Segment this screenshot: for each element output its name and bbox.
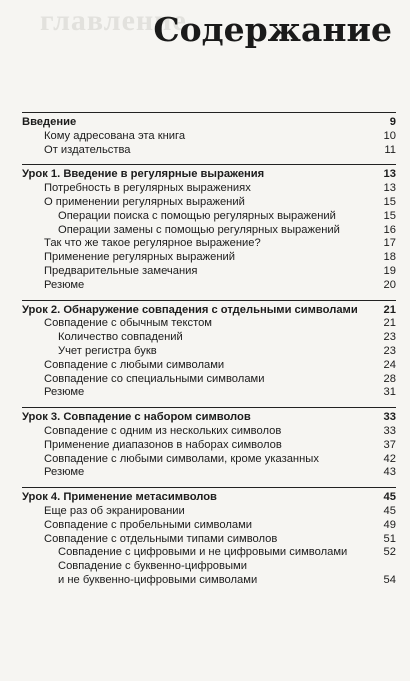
toc-entry-text: Операции поиска с помощью регулярных выражений (58, 209, 336, 222)
toc-entry-page: 13 (383, 182, 396, 195)
toc-entry-page: 23 (383, 344, 396, 357)
toc-entry-text: О применении регулярных выражений (44, 195, 245, 208)
toc-entry-page: 11 (384, 143, 396, 156)
toc-entry-text: Совпадение с любыми символами, кроме указанных (44, 452, 319, 465)
toc-entry-page: 9 (389, 116, 396, 128)
toc-entry-page: 28 (383, 372, 396, 385)
toc-entry-text: Совпадение с одним из нескольких символов (44, 424, 282, 437)
toc-entry (22, 345, 396, 359)
toc-entry-text: Совпадение с обычным текстом (44, 317, 212, 330)
toc-entry (22, 359, 396, 373)
toc-entry-page: 16 (383, 223, 396, 236)
toc-entry-page: 18 (383, 251, 396, 264)
toc-entry (22, 331, 396, 345)
toc-section (22, 487, 396, 588)
toc-entry-text: Урок 3. Совпадение с набором символов (22, 411, 251, 424)
toc-entry-text: Совпадение с цифровыми и не цифровыми символами (58, 546, 348, 559)
toc-entry-text: Резюме (44, 278, 85, 291)
toc-entry-text: Совпадение с отдельными типами символов (44, 532, 278, 545)
toc-entry (22, 168, 396, 182)
toc-entry-text: Совпадение с буквенно-цифровыми (58, 560, 247, 573)
toc-entry-page: 17 (383, 237, 396, 250)
toc-entry-text: и не буквенно-цифровыми символами (58, 573, 258, 586)
toc-entry-text: Урок 4. Применение метасимволов (22, 491, 217, 504)
toc-entry (22, 182, 396, 196)
table-of-contents (22, 112, 396, 595)
toc-entry (22, 251, 396, 265)
toc-section (22, 164, 396, 292)
toc-entry-page: 21 (383, 317, 396, 330)
toc-section (22, 112, 396, 157)
toc-entry-text: От издательства (44, 143, 131, 156)
toc-entry (22, 491, 396, 505)
toc-entry-page: 33 (383, 424, 396, 437)
toc-entry-page: 31 (383, 386, 396, 399)
toc-entry (22, 439, 396, 453)
toc-entry-page: 45 (383, 491, 396, 504)
toc-entry (22, 144, 396, 158)
toc-entry (22, 373, 396, 387)
toc-entry-page: 33 (383, 411, 396, 424)
toc-entry-text: Операции замены с помощью регулярных выражений (58, 223, 340, 236)
toc-entry-page: 52 (383, 546, 396, 559)
toc-entry-text: Совпадение со специальными символами (44, 372, 265, 385)
toc-entry (22, 265, 396, 279)
toc-entry (22, 116, 396, 130)
bleed-through-title: главление (40, 4, 187, 37)
toc-entry-text: Учет регистра букв (58, 344, 157, 357)
toc-entry (22, 196, 396, 210)
toc-entry (22, 519, 396, 533)
toc-entry (22, 279, 396, 293)
toc-entry-page: 15 (383, 209, 396, 222)
toc-entry-page: 21 (383, 303, 396, 316)
toc-entry (22, 505, 396, 519)
toc-entry-text: Так что же такое регулярное выражение? (44, 237, 261, 250)
toc-entry (22, 210, 396, 224)
toc-section (22, 407, 396, 480)
toc-entry (22, 546, 396, 560)
toc-entry-text: Применение диапазонов в наборах символов (44, 438, 282, 451)
toc-entry-text: Совпадение с любыми символами (44, 358, 225, 371)
toc-entry (22, 317, 396, 331)
toc-entry-text: Потребность в регулярных выражениях (44, 182, 251, 195)
toc-entry (22, 224, 396, 238)
toc-entry-text: Применение регулярных выражений (44, 251, 235, 264)
toc-entry-text: Резюме (44, 386, 85, 399)
toc-entry-page: 10 (383, 129, 396, 142)
toc-entry-page: 13 (383, 168, 396, 181)
toc-entry-page: 43 (383, 466, 396, 479)
toc-entry (22, 237, 396, 251)
toc-entry (22, 386, 396, 400)
toc-entry (22, 466, 396, 480)
toc-entry-page: 19 (383, 264, 396, 277)
toc-entry-page: 54 (383, 573, 396, 586)
toc-entry-page: 15 (383, 195, 396, 208)
toc-entry-page: 42 (383, 452, 396, 465)
toc-entry (22, 411, 396, 425)
toc-entry (22, 560, 396, 574)
toc-entry-page: 45 (383, 504, 396, 517)
toc-entry-page: 37 (383, 438, 396, 451)
toc-entry-page: 20 (383, 278, 396, 291)
toc-entry-text: Урок 2. Обнаружение совпадения с отдельными символами (22, 303, 358, 316)
toc-entry-text: Резюме (44, 466, 85, 479)
toc-entry-page: 23 (383, 331, 396, 344)
toc-entry-text: Совпадение с пробельными символами (44, 518, 253, 531)
toc-entry (22, 425, 396, 439)
page-title: Содержание (153, 10, 392, 49)
toc-entry-text: Предварительные замечания (44, 264, 198, 277)
toc-entry-page: 51 (383, 532, 396, 545)
toc-entry-page: 24 (383, 358, 396, 371)
toc-section (22, 300, 396, 401)
toc-entry-text: Еще раз об экранировании (44, 504, 185, 517)
toc-entry-page: 49 (383, 518, 396, 531)
toc-entry-text: Введение (22, 116, 77, 128)
toc-entry-text: Количество совпадений (58, 331, 183, 344)
toc-entry (22, 304, 396, 318)
toc-entry (22, 533, 396, 547)
toc-entry-text: Урок 1. Введение в регулярные выражения (22, 168, 265, 181)
toc-entry (22, 130, 396, 144)
toc-entry (22, 453, 396, 467)
toc-entry-text: Кому адресована эта книга (44, 129, 186, 142)
toc-entry (22, 574, 396, 588)
